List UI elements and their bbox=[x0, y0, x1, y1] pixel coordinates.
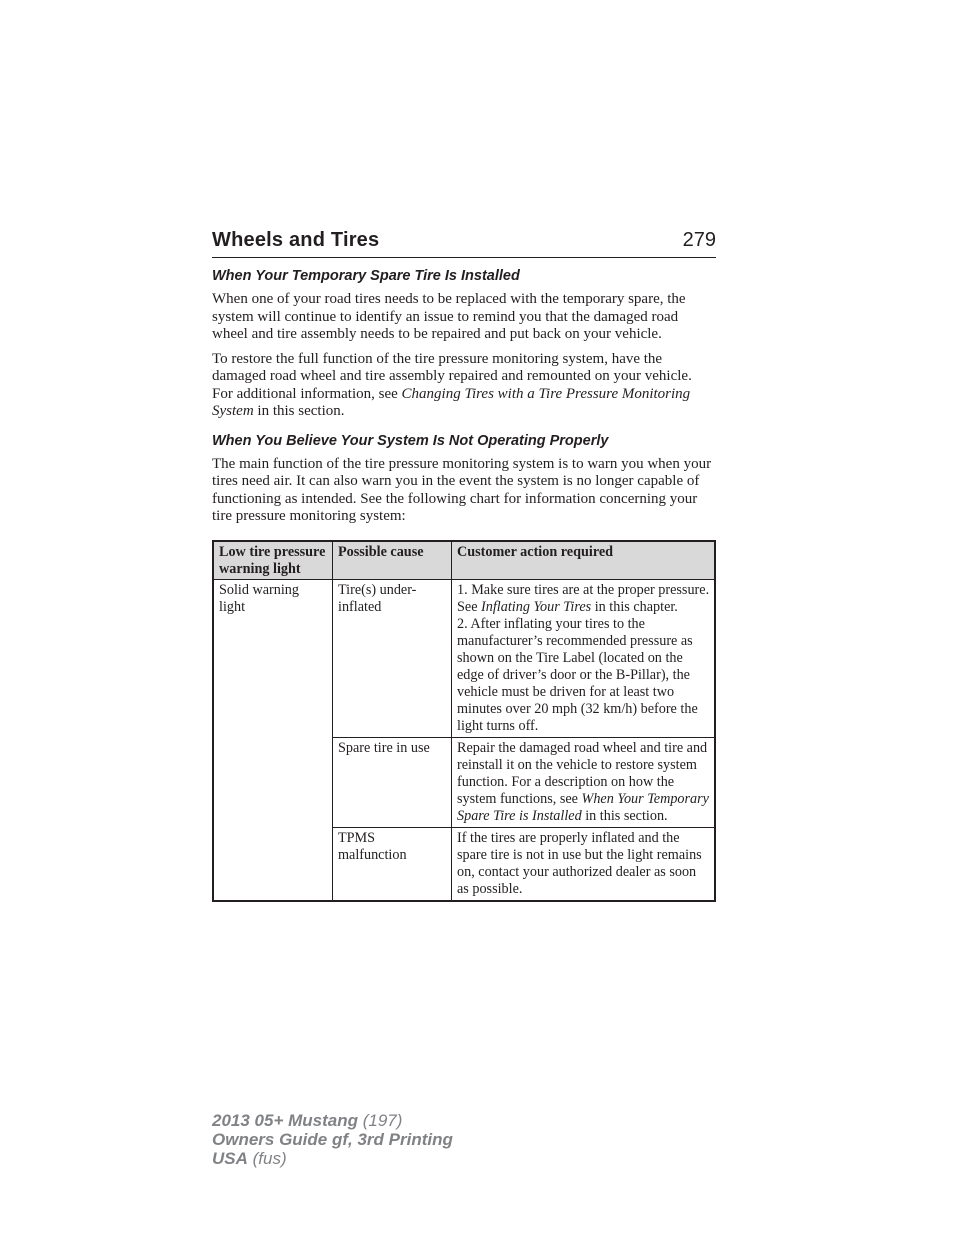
section-heading-not-operating: When You Believe Your System Is Not Operating Properly bbox=[212, 432, 609, 449]
cross-reference: Changing Tires with a Tire Pressure Monitoring System bbox=[212, 385, 691, 419]
paragraph-spare-tire-1: When one of your road tires needs to be replaced with the temporary spare, the system will continue to identify an issue to remind you that the damaged road wheel and tire assembly needs to be repaired and put back on your vehicle. bbox=[212, 291, 686, 342]
cause-cell: TPMS malfunction bbox=[333, 827, 452, 901]
footer-code: (197) bbox=[358, 1111, 403, 1130]
action-text: 2. After inflating your tires to the manufacturer’s recommended pressure as shown on the Tire Label (located on the edge of driver’s door or the B-Pillar), the vehicle must be driven for at least two minutes over 20 mph (32 km/h) before the light turns off. bbox=[457, 615, 698, 734]
footer-line bbox=[212, 1130, 453, 1149]
section-heading-spare-tire: When Your Temporary Spare Tire Is Installed bbox=[212, 268, 520, 284]
paragraph-text: To restore the full function of the tire pressure monitoring system, have the damaged road wheel and tire assembly repaired and remounted on your vehicle. For additional information, see bbox=[212, 350, 692, 402]
footer-line bbox=[212, 1111, 453, 1130]
page-content bbox=[212, 229, 716, 902]
action-text: in this chapter. bbox=[591, 598, 678, 615]
cause-cell: Tire(s) under-inflated bbox=[333, 579, 452, 737]
table-header-row bbox=[213, 541, 715, 580]
cross-reference: Inflating Your Tires bbox=[481, 598, 592, 615]
column-header: Customer action required bbox=[452, 541, 716, 580]
action-cell: If the tires are properly inflated and the spare tire is not in use but the light remains on, contact your authorized dealer as soon as possible. bbox=[452, 827, 716, 901]
paragraph-not-operating: The main function of the tire pressure monitoring system is to warn you when your tires need air. It can also warn you in the event the system is no longer capable of functioning as intended. See the following chart for information concerning your tire pressure monitoring system: bbox=[212, 455, 712, 524]
tpms-chart bbox=[212, 540, 716, 902]
footer-line bbox=[212, 1149, 453, 1168]
page-header bbox=[212, 229, 716, 258]
paragraph-spare-tire-2 bbox=[212, 351, 716, 421]
warning-light-cell: Solid warning light bbox=[213, 579, 333, 901]
page-footer bbox=[212, 1111, 453, 1168]
action-text: Repair the damaged road wheel and tire and reinstall it on the vehicle to restore system function. For a description on how the system functions, see bbox=[457, 739, 708, 807]
cause-cell: Spare tire in use bbox=[333, 737, 452, 827]
page-number: 279 bbox=[682, 229, 716, 251]
column-header: Possible cause bbox=[333, 541, 452, 580]
action-text: 1. Make sure tires are at the proper pressure. See bbox=[457, 581, 710, 615]
cross-reference: When Your Temporary Spare Tire is Installed bbox=[457, 790, 709, 824]
paragraph-text: in this section. bbox=[253, 403, 345, 419]
action-text: in this section. bbox=[581, 807, 668, 824]
footer-code: (fus) bbox=[247, 1149, 287, 1168]
column-header: Low tire pressure warning light bbox=[213, 541, 333, 580]
footer-guide: Owners Guide gf, 3rd Printing bbox=[212, 1130, 453, 1149]
action-cell bbox=[452, 737, 716, 827]
action-cell bbox=[452, 579, 716, 737]
footer-model: 2013 05+ Mustang bbox=[212, 1111, 358, 1130]
chapter-title: Wheels and Tires bbox=[212, 229, 380, 251]
table-row bbox=[213, 579, 715, 737]
footer-market: USA bbox=[212, 1149, 248, 1168]
